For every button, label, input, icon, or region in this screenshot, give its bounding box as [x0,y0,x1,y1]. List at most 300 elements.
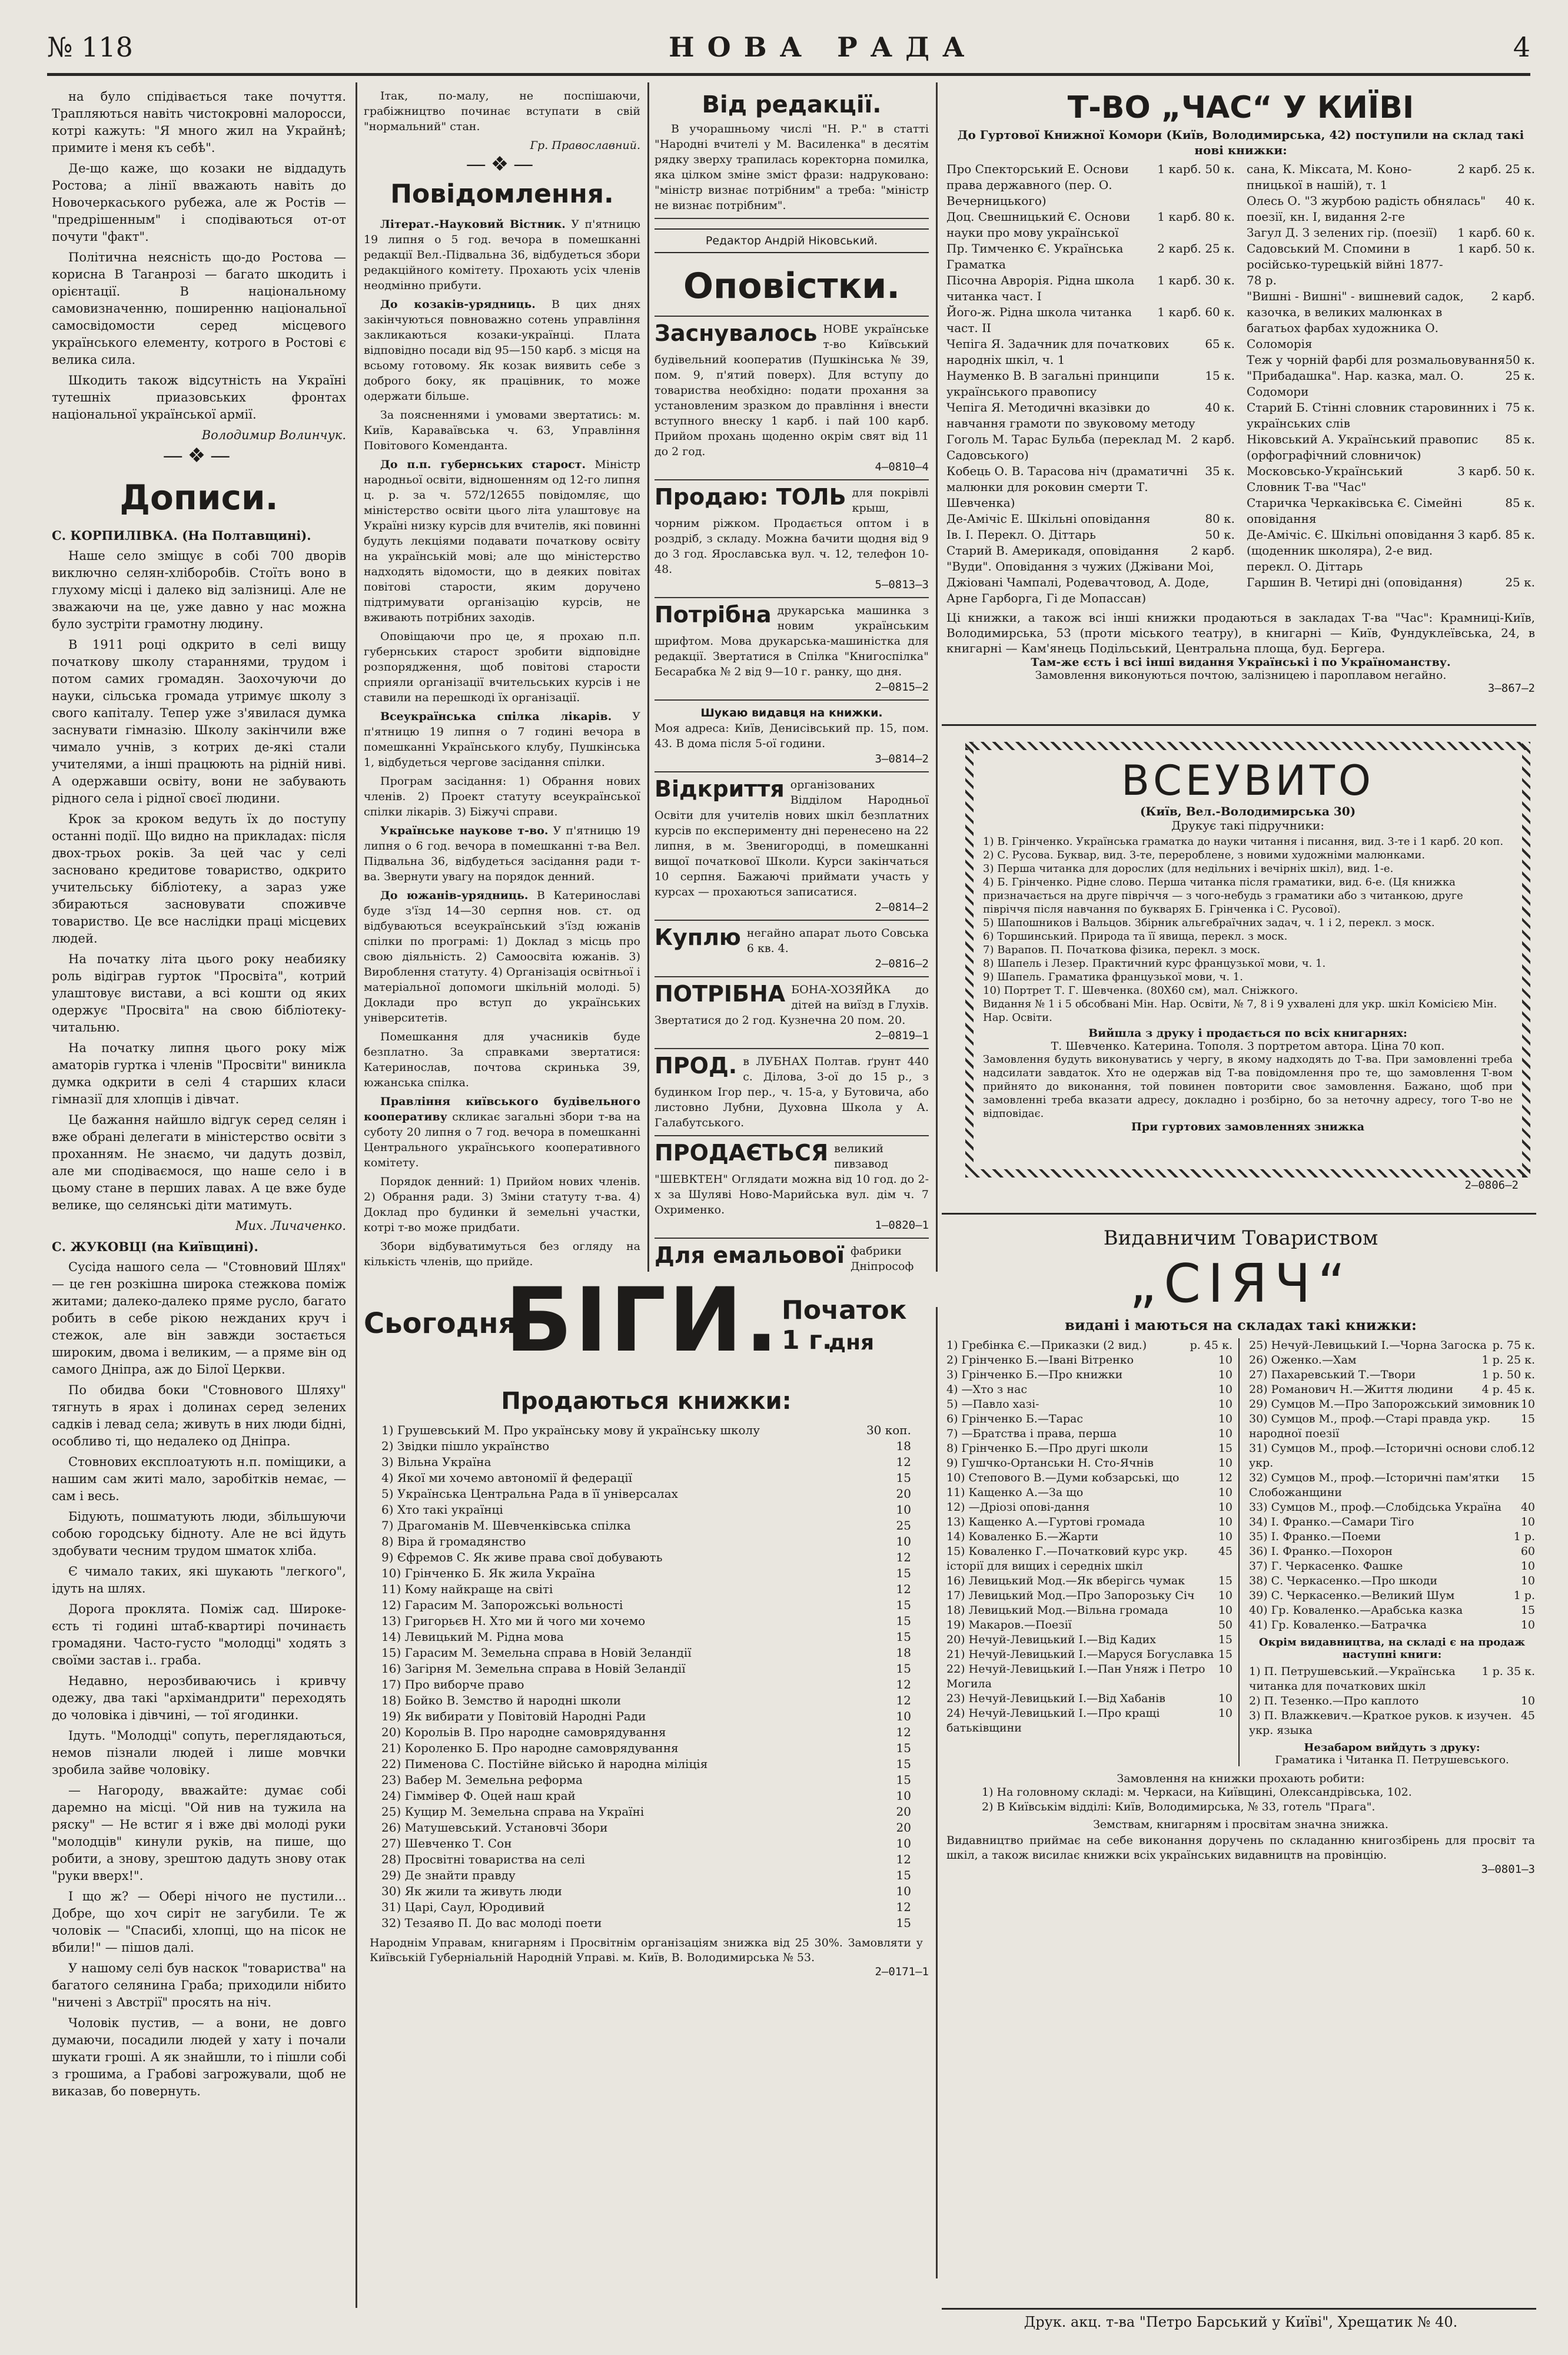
list-item-title: Де-Амічіс Е. Шкільні оповідання [946,512,1151,526]
paragraph: Недавно, нерозбиваючись і кривчу одежу, два такі "архімандрити" переходять до чоловіка і дівчині, — тої ягодинки. [52,1674,346,1722]
list-item-price: 1 карб. 80 к. [1157,210,1235,224]
ad-block [655,777,929,915]
editor-line: Редактор Андрій Ніковський. [655,228,929,253]
paragraph: Це бажання найшло відгук серед селян і вже обрані делегати в міністерство освіти з проханням. Не знаємо, чи дадуть дозвіл, але ми сподіваємося, що наше село і в цьому стане в перших лавах. А це вже буде велике, що селянські діти матимуть. [52,1113,346,1212]
list-item [946,1662,1233,1691]
list-item-price: 85 к. [1505,432,1535,446]
list-item-price: 15 [896,1566,911,1580]
list-item [946,161,1235,209]
list-item: 3) Перша читанка для дорослих (для недільних і вечірніх шкіл), вид. 1-е. [983,863,1394,875]
list-item [1249,1368,1535,1382]
list-item-title: 2) Звідки пішло українство [381,1439,550,1453]
paragraph: В 1911 році одкрито в селі вищу початкову школу стараннями, трудом і потом самих громадян. Заохочуючи до науки, сільська громада утримує школу з свого капіталу. Тепер уже з'явилася думка заснувати гімназію. Школу закінчили вже чимало учнів, з котрих де-які стали учителями, а інші працюють на рідній ниві. А одержавши освіту, вони не забувають рідного села і рідної своєї людини. [52,638,346,805]
list-item-price: 10 [1218,1398,1233,1411]
list-item-title: Доц. Свешницький Є. Основи науки про мову української [946,210,1131,240]
list-item-price: 12 [1218,1471,1233,1484]
list-item [946,1500,1233,1515]
list-item [946,1382,1233,1397]
list-item-title: 9) Єфремов С. Як живе права свої добувають [381,1550,663,1564]
notice-text: У п'ятницю 19 липня о 6 год. вечора в помешканні т-ва Вел. Підвальна 36, відбудеться засідання ради т-ва. Звернути увагу на порядок денний. [364,824,640,883]
list-item [1247,288,1535,352]
list-item [946,400,1235,432]
races-day: дня [829,1331,875,1355]
list-item-title: 16) Левицький Мод.—Як вберігсь чумак [946,1574,1185,1587]
list-item [381,1550,911,1565]
list-item-title: 4) —Хто з нас [946,1383,1028,1396]
notice-text: Помешкання для учасників буде безплатно. За справками звертатися: Катеринослав, почтова скринька 39, южанська спілка. [364,1030,640,1089]
list-item-price: 12 [896,1693,911,1707]
signature: Гр. Православний. [530,139,640,152]
list-item-price: 12 [896,1900,911,1914]
list-item [1249,1412,1535,1441]
list-item [381,1438,911,1454]
place-heading: С. ЖУКОВЦІ (на Київщині). [52,1239,258,1254]
list-item [381,1883,911,1899]
ad-keyword: Відкриття [655,776,785,802]
list-item-price: 3 карб. 85 к. [1457,528,1535,542]
list-item-price: 40 к. [1205,400,1235,414]
list-item [381,1486,911,1502]
ad-code: 1—0820—1 [875,1219,929,1232]
list-item [946,1618,1233,1633]
list-item [946,1530,1233,1544]
list-item-title: 41) Гр. Коваленко.—Батрачка [1249,1618,1427,1631]
list-item [946,1471,1233,1485]
notice-text: Програм засідання: 1) Обрання нових членів. 2) Проект статуту всеукраїнської спілки лікарів. 3) Біжучі справи. [364,775,640,818]
siach-right-note: Окрім видавництва, на складі є на продаж наступні книги: [1258,1636,1526,1661]
list-item: 2) С. Русова. Буквар, вид. 3-те, перероблене, з новими художніми малюнками. [983,849,1426,861]
column-divider-4 [936,1307,938,2278]
list-item [946,1441,1233,1456]
list-item-price: 12 [896,1582,911,1596]
list-item-price: 40 к. [1505,194,1535,208]
ad-block [655,1243,929,1272]
list-item-title: 6) Грінченко Б.—Тарас [946,1412,1083,1425]
list-item-price: 15 [896,1916,911,1930]
ad-block [655,926,929,971]
list-item-price: 15 к. [1205,369,1235,383]
list-item-title: 30) Сумцов М., проф.—Старі правда укр. народної поезії [1249,1412,1491,1440]
list-item [946,1633,1233,1647]
list-item-title: 25) Кущир М. Земельна справа на Україні [381,1805,645,1819]
list-item-price: 10 [1218,1368,1233,1381]
printer-footer: Друк. акц. т-ва "Петро Барський у Київі", Хрещатик № 40. [1024,2314,1458,2330]
list-item [381,1470,911,1486]
frame-border [1522,742,1530,1178]
paragraph: У нашому селі був наскок "товариства" на багатого селянина Граба; приходили нібито "ничені з Австрії" просять на ніч. [52,1961,346,2009]
footer-rule [942,2308,1536,2310]
vseuvyto-note: При гуртових замовленнях знижка [1131,1120,1365,1133]
list-item [381,1709,911,1724]
list-item-price: 25 к. [1505,369,1535,383]
notice-title: Всеукраїнська спілка лікарів. [380,710,612,723]
list-item-title: Де-Амічіс. Є. Шкільні оповідання (щоденник школяра), 2-е вид. перекл. О. Діттарь [1247,528,1455,573]
section-rule [942,1213,1536,1215]
notice-text: скликає загальні збори т-ва на суботу 20 липня о 7 год. вечора в помешканні Центрального українського кооперативного комітету. [364,1110,640,1169]
ad-text: БОНА-ХОЗЯЙКА до дітей на виїзд в Глухів. Звертатися до 2 год. Кузнечна 20 пом. 20. [655,983,929,1027]
list-item-title: 11) Кащенко А.—За що [946,1486,1084,1499]
list-item-title: 17) Про виборче право [381,1677,524,1691]
list-item-price: 1 карб. 30 к. [1157,273,1235,287]
siach-title: „СІЯЧ“ [1129,1253,1353,1315]
masthead-rule [47,73,1530,76]
list-item [946,1647,1233,1662]
ad-text: негайно апарат льото Совська 6 кв. 4. [746,927,929,955]
list-item-price: 10 [896,1836,911,1850]
siach-orders-note: Замовлення на книжки прохають робити: [1117,1772,1365,1785]
list-item-title: 40) Гр. Коваленко.—Арабська казка [1249,1604,1463,1617]
ad-text: для покрівлі крыш, чорним ріжком. Продається оптом і в роздріб, з складу. Можна бачити щодня від 9 до 3 год. Ярославська вул. ч. 12, телефон 10-48. [655,486,929,576]
list-item [946,368,1235,400]
list-item [946,1338,1233,1353]
list-item [381,1788,911,1804]
siach-publisher: Видавничим Товариством [1103,1226,1378,1250]
list-item [381,1518,911,1534]
siach-list-right [1249,1338,1535,1633]
ad-text: НОВЕ українське т-во Київський будівельний кооператив (Пушкінська № 39, пом. 9, п'ятий поверх). Для вступу до товариства необхідно: подати прохання за установленим зразком до правління і внести вступного внеску 1 карб. і пай 100 карб. Прийом прохань щоденно окрім свят від 11 до 2 год. [655,323,929,458]
list-item-price: 2 карб. [1191,543,1235,558]
ad-text: Моя адреса: Київ, Денисівський пр. 15, пом. 43. В дома після 5-ої години. [655,722,929,750]
list-item [1249,1664,1535,1694]
ad-code: 4—0810—4 [875,460,929,473]
divider [655,1135,929,1136]
list-item: 9) Шапель. Граматика французької мови, ч. 1. [983,971,1243,983]
list-item-price: 15 [896,1471,911,1485]
list-item-title: 12) —Дріозі опові-дання [946,1501,1090,1514]
list-item-title: 24) Нечуй-Левицький І.—Про кращі батьківщини [946,1707,1160,1734]
divider [655,218,929,219]
list-item [946,1588,1233,1603]
list-item-price: 25 [896,1518,911,1533]
list-item-title: 9) Гушчко-Ортанськи Н. Сто-Ячнів [946,1457,1154,1470]
paragraph: Сусіда нашого села — "Стовновий Шлях" — це ген розкішна широка стежкова поміж житами; далеко-далеко пряме русло, багато робить в себе рікою нежданих круч і стежок, але він завжди зостається широким, двома і великим, — а пряме він од самого Дніпра, аж до Білої Церкви. [52,1260,346,1376]
list-item: 4) Б. Грінченко. Рідне слово. Перша читанка після граматики, вид. 6-е. (Ця книжка призначається на друге півріччя — з чого-небудь з граматики або з читанкою, друге півріччя після навчання по букварях Б. Грінченка і С. Русової). [983,876,1463,916]
list-item-price: 15 [1218,1633,1233,1646]
list-item-price: 10 [1218,1383,1233,1396]
list-item-title: Гоголь М. Тарас Бульба (переклад М. Садовського) [946,432,1182,462]
place-heading: С. КОРПИЛІВКА. (На Полтавщині). [52,528,311,543]
siach-subtitle: видані і маються на складах такі книжки: [1065,1316,1417,1334]
list-item-price: 1 р. 50 к. [1481,1368,1535,1381]
list-item-title: 29) Сумцов М.—Про Запорожський зимовник [1249,1398,1519,1411]
list-item-price: 20 [896,1487,911,1501]
list-item [381,1629,911,1645]
list-item [946,543,1235,559]
list-item [381,1502,911,1518]
list-item-title: 6) Хто такі українці [381,1502,503,1517]
list-item-title: 25) Нечуй-Левицький І.—Чорна Загоска [1249,1339,1487,1352]
column-divider-1 [356,82,357,2308]
paragraph: Чоловік пустив, — а вони, не довго думаючи, посадили людей у хату і почали шукати гроші. А як знайшли, то і пішли собі з грошима, а Грабові загрожували, щоб не виказав, бо повернуть. [52,2016,346,2098]
divider [655,1238,929,1239]
ad-keyword: ПОТРІБНА [655,981,786,1007]
notice-title: Літерат.-Науковий Вістник. [380,218,566,231]
list-item-price: 15 [896,1773,911,1787]
chas-note: Ці книжки, а також всі інші книжки продаються в закладах Т-ва "Час": Крамниці-Київ, Володимирська, 53 (проти міського театру), в книгарні — Київ, Фундуклеївська, 24, в книгарні — Кам'янець Подільський, Центральна площа, буд. Бергера. [946,611,1535,655]
list-item [946,527,1235,543]
list-item-price: 10 [896,1789,911,1803]
siach-soon-item: Граматика і Читанка П. Петрушевського. [1275,1754,1509,1766]
list-item-title: 21) Короленко Б. Про народне самоврядування [381,1741,679,1755]
notice-text: Оповіщаючи про це, я прохаю п.п. губернських старост зробити відповідне розпорядження, щоб повітові старости сприяли організації вчительських курсів і не ставили на перешкоді їх організації. [364,630,640,704]
vseuvyto-list [983,835,1513,1024]
list-item-price: 10 [1218,1707,1233,1720]
list-item-price: 1 карб. 60 к. [1157,305,1235,319]
list-item [381,1454,911,1470]
issue-number: № 118 [47,31,133,63]
races-start-time: Початок 1 г. [782,1295,907,1355]
paragraph: По обидва боки "Стовнового Шляху" тягнуть в ярах і долинах серед зелених садків і левад села; живуть в них люди бідні, особливо ті, що недалеко од Дніпра. [52,1383,346,1448]
list-item-title: 36) І. Франко.—Похорон [1249,1545,1393,1558]
list-item [1247,368,1535,400]
list-item [946,511,1235,527]
list-item [381,1740,911,1756]
list-item-title: 13) Кащенко А.—Гуртові громада [946,1515,1145,1528]
list-item-price: 15 [1218,1648,1233,1661]
list-item [1247,432,1535,463]
ad-text: великий пивзавод "ШЕВКТЕН" Оглядати можна від 10 год. до 2-х за Шуляві Ново-Марийська вул. дім ч. 7 Охрименко. [655,1142,929,1216]
list-item-title: 3) Грінченко Б.—Про книжки [946,1368,1123,1381]
list-item-price: 10 [896,1502,911,1517]
notice-text: В цих днях закінчуються повноважно сотень управління закликаються козаки-українці. Плата відповідно посади від 95—150 карб. з місця на всьому готовому. Як козак виявить себе з доброго боку, як працівник, то може одержати більше. [364,298,640,403]
ad-keyword: ПРОДАЄТЬСЯ [655,1140,829,1166]
list-item [381,1693,911,1709]
list-item-title: 29) Де знайти правду [381,1868,516,1882]
list-item [1249,1544,1535,1559]
list-item [946,1397,1233,1412]
list-item-title: 15) Коваленко Г.—Початковий курс укр. історії для вищих і середніх шкіл [946,1545,1188,1573]
list-item-price: 12 [896,1550,911,1564]
list-item-price: 15 [896,1868,911,1882]
list-item-title: 31) Царі, Саул, Юродивий [381,1900,545,1914]
list-item-title: Пісочна Аврорія. Рідна школа читанка част. I [946,273,1135,303]
list-item-price: 10 [1520,1515,1535,1528]
list-item [1247,161,1535,193]
list-item [1249,1530,1535,1544]
list-item-price: 10 [1218,1501,1233,1514]
list-item [946,432,1235,463]
ad-block [655,1141,929,1233]
list-item-price: 15 [896,1630,911,1644]
list-item [1249,1694,1535,1709]
list-item [1247,495,1535,527]
list-item-title: 26) Оженко.—Хам [1249,1354,1357,1366]
list-item-title: 32) Тезаяво П. До вас молоді поети [381,1916,602,1930]
notice-title: До козаків-урядниць. [380,298,536,311]
list-item [381,1915,911,1931]
list-item-price: 10 [1218,1457,1233,1470]
list-item-price: 40 [1520,1501,1535,1514]
list-item: Видання № 1 і 5 обсобвані Мін. Нар. Освіти, № 7, 8 і 9 ухвалені для укр. шкіл Комісією Мін. Нар. Освіти. [983,998,1497,1024]
list-item-price: 15 [1520,1412,1535,1425]
vseuvyto-advert [965,742,1530,1178]
list-item-price: 10 [1218,1412,1233,1425]
list-item-title: "Вишні - Вишні" - вишневий садок, казочка, в великих малюнках в багатьох фарбах художника О. Соломорія [1247,289,1464,351]
list-item-title: Науменко В. В загальні принципи українського правопису [946,369,1160,399]
list-item [1249,1382,1535,1397]
list-item-title: 22) Нечуй-Левицький І.—Пан Уняж і Петро Могила [946,1663,1205,1690]
list-item-price: 85 к. [1505,496,1535,510]
notice-text: Міністр народньої освіти, відношенням од 12-го липня ц. р. за ч. 572/12655 повідомляє, що міністерство освіти цього літа улаштовує на Україні низку курсів для вчителів, які повинні будуть лекціями подавати початкову освіту на українській мові; але що міністерство надходять відомости, що в деяких повітах повітові старости, яким доручено підтримувати організацію курсів, не вживають потрібних заходів. [364,458,640,624]
list-item-title: 4) Якої ми хочемо автономії й федерації [381,1471,632,1485]
paragraph: — Нагороду, вважайте: думає собі даремно на місці. "Ой нив на тужила на ряску" — Не встиг я і вже дві молоді руки "молодців" кинули руків, на пише, що робити, а знову, зрештою дадуть знову отак "руки вверх!". [52,1783,346,1883]
list-item-price: 12 [896,1677,911,1691]
frame-border [965,1169,1530,1178]
list-item-price: 10 [1520,1618,1535,1631]
list-item-title: 19) Як вибирати у Повітовій Народні Ради [381,1709,646,1723]
list-item: 10) Портрет Т. Г. Шевченка. (80X60 см), мал. Сніжкого. [983,984,1298,997]
newspaper-title: НОВА РАДА [669,31,978,63]
list-item-price: 2 карб. [1491,289,1535,303]
list-item [1247,575,1535,591]
list-item-price: 50 к. [1505,353,1535,367]
races-banner [364,1269,929,1372]
list-item [381,1677,911,1693]
chas-advert [946,88,1535,718]
vseuvyto-note: Т. Шевченко. Катерина. Тополя. 3 портретом автора. Ціна 70 коп. [1051,1040,1445,1053]
list-item [381,1534,911,1550]
list-item-price: 15 [896,1757,911,1771]
list-item-title: 1) П. Петрушевський.—Українська читанка для початкових шкіл [1249,1665,1456,1693]
siach-orders [946,1785,1535,1815]
ad-block [655,1054,929,1130]
list-item [1249,1559,1535,1574]
list-item [381,1645,911,1661]
list-item [946,241,1235,273]
list-item-title: 13) Григорьєв Н. Хто ми й чого ми хочемо [381,1614,646,1628]
list-item-price: 80 к. [1205,512,1235,526]
paragraph: На початку літа цього року неабияку роль відіграв гурток "Просвіта", котрий улаштовує вистави, а всі кошти од яких одержує "Просвіта" на свою бібліотеку-читальню. [52,952,346,1034]
ad-code: 2—0815—2 [875,681,929,694]
list-item [381,1581,911,1597]
list-item-title: 3) П. Влажкевич.—Краткое руков. к изучен. укр. языка [1249,1709,1512,1737]
list-item [946,273,1235,304]
list-item: 7) Варапов. П. Початкова фізика, перекл. з моск. [983,944,1261,956]
chas-note: Замовлення виконуються почтою, залізницею і пароплавом негайно. [1035,669,1447,682]
list-item-price: 10 [896,1884,911,1898]
list-item-title: 26) Матушевський. Установчі Збори [381,1820,608,1835]
ad-block [655,485,929,592]
list-item-title: 15) Гарасим М. Земельна справа в Новій Зеландії [381,1646,692,1660]
divider [655,1048,929,1049]
list-item [381,1422,911,1438]
ad-keyword: Для емальової [655,1242,845,1268]
list-item-title: Гаршин В. Четирі дні (оповідання) [1247,575,1463,589]
list-item [946,1353,1233,1368]
list-item-price: 10 [1520,1560,1535,1573]
ad-keyword: Куплю [655,924,741,950]
list-item-price: 35 к. [1205,464,1235,478]
list-item-title: 21) Нечуй-Левицький І.—Маруся Богуславка [946,1648,1214,1661]
list-item-price: 65 к. [1205,337,1235,351]
list-item: 1) На головному складі: м. Черкаси, на Київщині, Олександрівська, 102. [982,1786,1412,1799]
ad-keyword: Потрібна [655,602,772,628]
vseuvyto-subtitle: Друкує такі підручники: [1171,818,1324,832]
list-item-title: 34) І. Франко.—Самари Тіго [1249,1515,1414,1528]
list-item-title: Ів. І. Перекл. О. Діттарь [946,528,1096,542]
paragraph: Наше село зміщує в собі 700 дворів виключно селян-хліборобів. Стоїть воно в глухому місці і далеко від залізниці. Але не зважаючи на це, уже давно у нас можна було зустріти грамотну людину. [52,549,346,631]
list-item [946,1691,1233,1706]
list-item-title: 30) Як жили та живуть люди [381,1884,562,1898]
vseuvyto-address: (Київ, Вел.-Володимирська 30) [1140,804,1356,818]
siach-code: 3—0801—3 [1481,1863,1535,1876]
list-item: 5) Шапошников і Вальцов. Збірник альгебраїчних задач, ч. 1 і 2, перекл. з моск. [983,917,1435,929]
divider [655,316,929,317]
list-item-title: 7) Драгоманів М. Шевченківська спілка [381,1518,631,1533]
list-item-title: 11) Кому найкраще на світі [381,1582,553,1596]
section-heading-povidomlennia: Повідомлення. [390,179,614,209]
list-item [1249,1500,1535,1515]
list-item-price: 10 [1218,1663,1233,1676]
list-item-price: 3 карб. 50 к. [1457,464,1535,478]
list-item-title: 23) Вабер М. Земельна реформа [381,1773,583,1787]
list-item-price: р. 45 к. [1190,1339,1233,1352]
list-item-price: 10 [1218,1692,1233,1705]
list-item [1249,1618,1535,1633]
list-item [381,1756,911,1772]
section-heading-opovistky: Оповістки. [683,266,901,307]
list-item-title: "Прибадашка". Нар. казка, мал. О. Содомори [1247,369,1464,399]
siach-note: Земствам, книгарням і просвітам значна знижка. [1093,1818,1388,1831]
list-item [946,1603,1233,1618]
ad-keyword: ПРОД. [655,1053,738,1079]
list-item-price: 10 [1218,1354,1233,1366]
list-item-price: 12 [1520,1442,1535,1455]
divider [655,771,929,772]
signature: Мих. Личаченко. [235,1219,346,1233]
list-item-price: 15 [1218,1442,1233,1455]
list-item-title: Теж у чорній фарбі для розмальовування [1247,353,1506,367]
paragraph: Де-що каже, що козаки не віддадуть Ростова; а лінії вважають навіть до Новочеркаського рубежа, але ж Ростів — "предрішенным" і сподіваються от-от почути "факт". [52,161,346,244]
list-item-title: Старий Б. Стінні словник старовинних і українських слів [1247,400,1497,430]
list-item-title: 1) Гребінка Є.—Приказки (2 вид.) [946,1339,1147,1352]
paragraph: Крок за кроком ведуть їх до поступу останні події. Що видно на прикладах: після двох-трьох років. За цей час у селі засновано кредитове товариство, одкрито учительську бібліотеку, а зараз уже збираються засновувати споживче товариство. Це все наслідки праці місцевих людей. [52,812,346,946]
list-item-title: 20) Нечуй-Левицький І.—Від Кадих [946,1633,1156,1646]
list-item [381,1565,911,1581]
paragraph: І що ж? — Обері нічого не пустили... Добре, що хоч сиріт не загубили. Те ж чоловік — "Спасибі, хлопці, що на пісок не вбили!" — пішов далі. [52,1889,346,1955]
paragraph: Ітак, по-малу, не поспішаючи, грабіжництво починає вступати в свій "нормальний" стан. [364,89,640,133]
list-item [946,463,1235,511]
masthead [47,24,1530,71]
paragraph: Є чимало таких, які шукають "легкого", ідуть на шлях. [52,1564,346,1596]
list-item [946,1368,1233,1382]
list-item-price: 1 р. [1513,1530,1535,1543]
paragraph: Бідують, пошматують люди, збільшуючи собою городську бідноту. Але не всі йдуть здобувати чесним трудом шматок хліба. [52,1510,346,1558]
notice-text: В Катеринославі буде з'їзд 14—30 серпня нов. ст. од відбуваються всеукраїнський з'їзд южанів спілки по програмі: 1) Доклад з місць про свою діяльність. 2) Самоосвіта южанів. 3) Вироблення статуту. 4) Організація освітньої і матеріальної допомоги шкільній молоді. 5) Доклади про вступ до українських університетів. [364,889,640,1024]
ornament-divider: —❖— [466,152,539,176]
list-item [1249,1471,1535,1500]
list-item-title: 22) Пименова С. Постійне військо й народна міліція [381,1757,708,1771]
signature: Володимир Волинчук. [201,428,346,442]
list-item [381,1820,911,1836]
list-item-title: 12) Гарасим М. Запорожські вольності [381,1598,623,1612]
frame-border [965,742,1530,750]
chas-note: Там-же єсть і всі інші видання Українські і по Україноманству. [1031,656,1451,669]
list-item-title: 39) С. Черкасенко.—Великий Шум [1249,1589,1455,1602]
column-1 [52,88,346,2302]
list-item [1249,1441,1535,1471]
books-for-sale [364,1384,929,2302]
divider [655,699,929,701]
list-item-title: Садовський М. Спомини в російсько-турецькій війні 1877-78 р. [1247,241,1443,287]
races-title: БІГИ. [505,1269,781,1372]
list-item-price: 15 [896,1741,911,1755]
list-item-title: 24) Гіммівер Ф. Оцей наш край [381,1789,576,1803]
list-item-price: 1 карб. 50 к. [1457,241,1535,256]
list-item-title: Олесь О. "З журбою радість обнялась" поезії, кн. I, видання 2-ге [1247,194,1486,224]
list-item-price: 2 карб. 25 к. [1157,241,1235,256]
list-item-price: 15 [1520,1471,1535,1484]
